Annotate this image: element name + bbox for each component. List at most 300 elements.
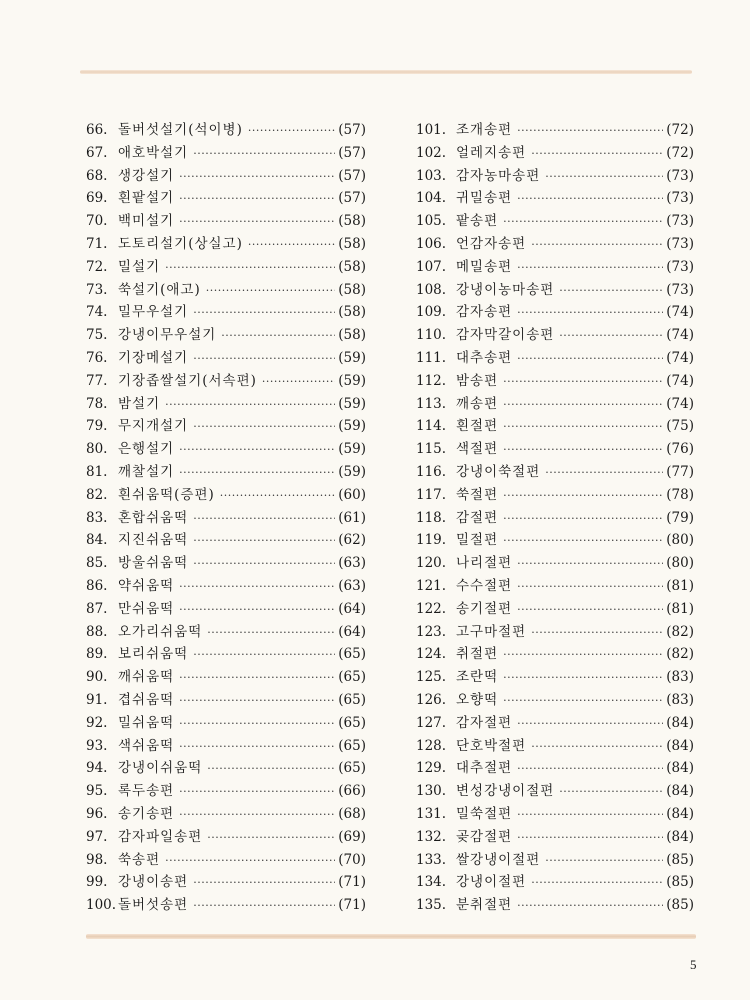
entry-title: 강냉이쉬움떡 <box>118 760 203 777</box>
entry-page: (74) <box>666 349 694 366</box>
entry-number: 68. <box>86 167 108 184</box>
entry-title: 언감자송편 <box>456 235 527 252</box>
entry-number: 71. <box>86 235 108 252</box>
entry-title: 수수절편 <box>456 577 513 594</box>
entry-title: 깨찰설기 <box>118 463 175 480</box>
entry-page: (68) <box>338 805 366 822</box>
entry-page: (57) <box>338 122 366 138</box>
toc-entry <box>86 437 366 460</box>
entry-title: 기장좁쌀설기(서속편) <box>118 372 257 389</box>
dot-leader <box>193 147 335 160</box>
toc-entry <box>86 323 366 346</box>
entry-number: 77. <box>86 372 108 389</box>
toc-entry <box>416 460 694 483</box>
toc-entry <box>416 118 694 141</box>
entry-page: (61) <box>338 509 366 526</box>
toc-entry <box>86 232 366 255</box>
dot-leader <box>517 717 663 730</box>
entry-title: 백미설기 <box>118 213 175 230</box>
entry-page: (58) <box>338 258 366 275</box>
entry-number: 122. <box>416 600 447 617</box>
entry-title: 오가리쉬움떡 <box>118 623 203 640</box>
dot-leader <box>179 717 335 730</box>
entry-page: (84) <box>666 828 694 845</box>
entry-page: (80) <box>666 532 694 549</box>
dot-leader <box>248 238 335 251</box>
entry-page: (57) <box>338 190 366 207</box>
entry-title: 송기절편 <box>456 600 513 617</box>
toc-entry <box>86 164 366 187</box>
dot-leader <box>206 284 336 297</box>
dot-leader <box>503 671 663 684</box>
dot-leader <box>193 534 335 547</box>
entry-number: 87. <box>86 600 108 617</box>
entry-page: (73) <box>666 281 694 298</box>
entry-title: 강냉이농마송편 <box>456 281 555 298</box>
toc-entry <box>416 141 694 164</box>
dot-leader <box>179 580 335 593</box>
entry-title: 변성강냉이절편 <box>456 783 555 800</box>
entry-number: 92. <box>86 714 108 731</box>
toc-entry <box>86 460 366 483</box>
entry-page: (84) <box>666 783 694 800</box>
dot-leader <box>531 238 663 251</box>
entry-title: 대추절편 <box>456 760 513 777</box>
entry-page: (64) <box>338 623 366 640</box>
dot-leader <box>517 124 663 137</box>
entry-title: 쑥송편 <box>118 851 161 868</box>
toc-entry <box>416 369 694 392</box>
entry-title: 감절편 <box>456 509 499 526</box>
toc-column-right <box>416 118 694 916</box>
toc-entry <box>86 848 366 871</box>
entry-title: 깨쉬움떡 <box>118 669 175 686</box>
toc-entry <box>86 392 366 415</box>
entry-title: 겹쉬움떡 <box>118 691 175 708</box>
entry-number: 88. <box>86 623 108 640</box>
toc-entry <box>86 665 366 688</box>
entry-page: (81) <box>666 600 694 617</box>
dot-leader <box>503 443 663 456</box>
entry-page: (65) <box>338 646 366 663</box>
dot-leader <box>193 557 335 570</box>
entry-number: 74. <box>86 304 108 321</box>
dot-leader <box>179 694 335 707</box>
dot-leader <box>262 375 335 388</box>
dot-leader <box>193 352 335 365</box>
entry-number: 96. <box>86 805 108 822</box>
entry-title: 메밀송편 <box>456 258 513 275</box>
toc-entry <box>416 278 694 301</box>
toc-column-left <box>86 118 366 916</box>
entry-title: 얼레지송편 <box>456 144 527 161</box>
entry-number: 120. <box>416 555 447 572</box>
entry-title: 만쉬움떡 <box>118 600 175 617</box>
toc-entry <box>416 232 694 255</box>
entry-title: 귀밀송편 <box>456 190 513 207</box>
entry-number: 95. <box>86 783 108 800</box>
entry-page: (84) <box>666 805 694 822</box>
toc-entry <box>86 141 366 164</box>
toc-entry <box>416 323 694 346</box>
entry-page: (75) <box>666 418 694 435</box>
dot-leader <box>179 808 335 821</box>
entry-number: 111. <box>416 349 447 366</box>
entry-number: 91. <box>86 691 108 708</box>
entry-title: 기장메설기 <box>118 349 189 366</box>
entry-title: 애호박설기 <box>118 144 189 161</box>
entry-title: 곶감절편 <box>456 828 513 845</box>
dot-leader <box>559 284 663 297</box>
entry-title: 쌀강냉이절편 <box>456 851 541 868</box>
dot-leader <box>193 876 335 889</box>
entry-page: (83) <box>666 691 694 708</box>
entry-page: (74) <box>666 372 694 389</box>
toc-entry <box>416 825 694 848</box>
entry-page: (77) <box>666 463 694 480</box>
entry-number: 118. <box>416 509 447 526</box>
entry-page: (65) <box>338 669 366 686</box>
entry-title: 강냉이절편 <box>456 874 527 891</box>
entry-page: (59) <box>338 418 366 435</box>
entry-page: (73) <box>666 258 694 275</box>
entry-title: 감자송편 <box>456 304 513 321</box>
entry-number: 78. <box>86 395 108 412</box>
toc-entry <box>86 779 366 802</box>
entry-number: 114. <box>416 418 447 435</box>
entry-number: 85. <box>86 555 108 572</box>
entry-page: (70) <box>338 851 366 868</box>
toc-entry <box>86 825 366 848</box>
entry-title: 혼합쉬움떡 <box>118 509 189 526</box>
dot-leader <box>207 831 335 844</box>
entry-title: 감자농마송편 <box>456 167 541 184</box>
entry-number: 134. <box>416 874 447 891</box>
toc-entry <box>86 870 366 893</box>
toc-entry <box>416 551 694 574</box>
dot-leader <box>503 375 663 388</box>
dot-leader <box>517 603 663 616</box>
entry-number: 97. <box>86 828 108 845</box>
dot-leader <box>179 443 335 456</box>
entry-page: (74) <box>666 395 694 412</box>
entry-page: (60) <box>338 486 366 503</box>
entry-title: 송기송편 <box>118 805 175 822</box>
entry-title: 팥송편 <box>456 213 499 230</box>
dot-leader <box>179 671 335 684</box>
entry-number: 75. <box>86 327 108 344</box>
entry-number: 90. <box>86 669 108 686</box>
toc-entry <box>416 392 694 415</box>
toc-entry <box>86 734 366 757</box>
entry-title: 단호박절편 <box>456 737 527 754</box>
entry-title: 흰쉬움떡(증편) <box>118 486 215 503</box>
dot-leader <box>179 192 335 205</box>
entry-page: (74) <box>666 304 694 321</box>
entry-page: (80) <box>666 555 694 572</box>
toc-entry <box>416 437 694 460</box>
toc-entry <box>86 414 366 437</box>
entry-title: 감자파일송편 <box>118 828 203 845</box>
entry-title: 무지개설기 <box>118 418 189 435</box>
dot-leader <box>179 740 335 753</box>
dot-leader <box>503 694 663 707</box>
entry-number: 109. <box>416 304 447 321</box>
entry-page: (58) <box>338 327 366 344</box>
entry-number: 69. <box>86 190 108 207</box>
entry-page: (63) <box>338 555 366 572</box>
toc-entry <box>416 574 694 597</box>
entry-title: 강냉이쑥절편 <box>456 463 541 480</box>
entry-title: 감자절편 <box>456 714 513 731</box>
entry-title: 은행설기 <box>118 441 175 458</box>
entry-title: 밀설기 <box>118 258 161 275</box>
entry-title: 밀쉬움떡 <box>118 714 175 731</box>
entry-page: (73) <box>666 190 694 207</box>
entry-page: (62) <box>338 532 366 549</box>
toc-entry <box>86 574 366 597</box>
dot-leader <box>503 398 663 411</box>
toc-entry <box>86 551 366 574</box>
dot-leader <box>503 534 663 547</box>
toc-entry <box>86 300 366 323</box>
toc-entry <box>86 369 366 392</box>
toc-entry <box>416 870 694 893</box>
entry-number: 110. <box>416 327 447 344</box>
dot-leader <box>179 215 335 228</box>
toc-entry <box>416 506 694 529</box>
toc-entry <box>86 620 366 643</box>
entry-page: (58) <box>338 213 366 230</box>
entry-title: 강냉이송편 <box>118 874 189 891</box>
entry-page: (72) <box>666 144 694 161</box>
entry-page: (85) <box>666 897 694 914</box>
toc-entry <box>416 642 694 665</box>
toc-entry <box>416 414 694 437</box>
toc-entry <box>86 756 366 779</box>
entry-title: 취절편 <box>456 646 499 663</box>
toc-entry <box>416 597 694 620</box>
entry-number: 79. <box>86 418 108 435</box>
dot-leader <box>165 854 335 867</box>
entry-page: (71) <box>338 897 366 914</box>
entry-title: 조란떡 <box>456 669 499 686</box>
entry-page: (73) <box>666 213 694 230</box>
dot-leader <box>517 808 663 821</box>
entry-number: 103. <box>416 167 447 184</box>
toc-entry <box>86 711 366 734</box>
entry-page: (59) <box>338 395 366 412</box>
entry-page: (76) <box>666 441 694 458</box>
entry-page: (57) <box>338 167 366 184</box>
dot-leader <box>503 512 663 525</box>
entry-page: (83) <box>666 669 694 686</box>
dot-leader <box>531 147 663 160</box>
entry-page: (82) <box>666 623 694 640</box>
entry-page: (65) <box>338 691 366 708</box>
dot-leader <box>193 899 335 912</box>
dot-leader <box>193 512 335 525</box>
toc-entry <box>86 483 366 506</box>
entry-number: 66. <box>86 122 108 138</box>
entry-page: (57) <box>338 144 366 161</box>
entry-page: (59) <box>338 441 366 458</box>
toc-entry <box>416 164 694 187</box>
entry-page: (84) <box>666 737 694 754</box>
entry-number: 76. <box>86 349 108 366</box>
entry-title: 쑥설기(애고) <box>118 281 201 298</box>
page-number: 5 <box>690 957 697 972</box>
entry-page: (82) <box>666 646 694 663</box>
entry-title: 오향떡 <box>456 691 499 708</box>
entry-number: 121. <box>416 577 447 594</box>
entry-number: 84. <box>86 532 108 549</box>
entry-page: (84) <box>666 760 694 777</box>
dot-leader <box>207 626 335 639</box>
toc-entry <box>416 620 694 643</box>
top-decorative-rule <box>80 70 692 74</box>
dot-leader <box>531 876 663 889</box>
dot-leader <box>193 306 335 319</box>
toc-entry <box>416 528 694 551</box>
entry-number: 70. <box>86 213 108 230</box>
dot-leader <box>179 170 335 183</box>
entry-title: 밤설기 <box>118 395 161 412</box>
toc-entry <box>86 506 366 529</box>
entry-page: (66) <box>338 783 366 800</box>
dot-leader <box>517 352 663 365</box>
entry-title: 보리쉬움떡 <box>118 646 189 663</box>
toc-entry <box>416 779 694 802</box>
toc-entry <box>416 209 694 232</box>
entry-title: 돌버섯송편 <box>118 897 189 914</box>
entry-title: 조개송편 <box>456 122 513 138</box>
dot-leader <box>221 329 335 342</box>
entry-title: 록두송편 <box>118 783 175 800</box>
toc-entry <box>86 642 366 665</box>
entry-number: 124. <box>416 646 447 663</box>
toc-entry <box>86 118 366 141</box>
entry-page: (74) <box>666 327 694 344</box>
dot-leader <box>248 124 335 137</box>
dot-leader <box>165 261 335 274</box>
entry-title: 밀절편 <box>456 532 499 549</box>
bottom-decorative-rule <box>86 934 696 939</box>
toc-entry <box>416 665 694 688</box>
dot-leader <box>517 306 663 319</box>
toc-entry <box>86 255 366 278</box>
entry-number: 80. <box>86 441 108 458</box>
entry-page: (69) <box>338 828 366 845</box>
toc-entry <box>416 300 694 323</box>
dot-leader <box>517 899 663 912</box>
entry-number: 133. <box>416 851 447 868</box>
entry-number: 93. <box>86 737 108 754</box>
dot-leader <box>517 762 663 775</box>
entry-title: 깨송편 <box>456 395 499 412</box>
entry-number: 67. <box>86 144 108 161</box>
entry-number: 113. <box>416 395 447 412</box>
toc-entry <box>86 209 366 232</box>
entry-title: 색쉬움떡 <box>118 737 175 754</box>
entry-title: 밀무우설기 <box>118 304 189 321</box>
entry-number: 105. <box>416 213 447 230</box>
toc-entry <box>416 756 694 779</box>
dot-leader <box>559 785 663 798</box>
entry-number: 81. <box>86 463 108 480</box>
entry-title: 방울쉬움떡 <box>118 555 189 572</box>
dot-leader <box>545 170 663 183</box>
dot-leader <box>503 215 663 228</box>
entry-page: (85) <box>666 851 694 868</box>
dot-leader <box>179 603 335 616</box>
entry-page: (58) <box>338 304 366 321</box>
toc-entry <box>86 346 366 369</box>
entry-number: 125. <box>416 669 447 686</box>
toc-entry <box>416 848 694 871</box>
dot-leader <box>165 398 335 411</box>
entry-number: 128. <box>416 737 447 754</box>
entry-number: 100. <box>86 897 117 914</box>
entry-number: 119. <box>416 532 447 549</box>
entry-page: (79) <box>666 509 694 526</box>
entry-title: 색절편 <box>456 441 499 458</box>
dot-leader <box>517 261 663 274</box>
entry-number: 73. <box>86 281 108 298</box>
dot-leader <box>179 466 335 479</box>
dot-leader <box>559 329 663 342</box>
dot-leader <box>503 648 663 661</box>
dot-leader <box>517 831 663 844</box>
entry-page: (65) <box>338 737 366 754</box>
dot-leader <box>531 626 663 639</box>
entry-number: 83. <box>86 509 108 526</box>
entry-page: (58) <box>338 235 366 252</box>
entry-number: 131. <box>416 805 447 822</box>
dot-leader <box>503 420 663 433</box>
entry-number: 126. <box>416 691 447 708</box>
entry-number: 101. <box>416 122 447 138</box>
entry-page: (72) <box>666 122 694 138</box>
entry-page: (71) <box>338 874 366 891</box>
entry-number: 127. <box>416 714 447 731</box>
entry-number: 123. <box>416 623 447 640</box>
entry-number: 107. <box>416 258 447 275</box>
entry-number: 72. <box>86 258 108 275</box>
toc-entry <box>416 346 694 369</box>
entry-number: 89. <box>86 646 108 663</box>
entry-page: (59) <box>338 349 366 366</box>
toc-entry <box>416 802 694 825</box>
entry-number: 129. <box>416 760 447 777</box>
entry-number: 112. <box>416 372 447 389</box>
entry-title: 감자막갈이송편 <box>456 327 555 344</box>
entry-title: 돌버섯설기(석이병) <box>118 122 243 138</box>
entry-title: 강냉이무우설기 <box>118 327 217 344</box>
entry-number: 82. <box>86 486 108 503</box>
toc-entry <box>86 528 366 551</box>
entry-number: 132. <box>416 828 447 845</box>
entry-page: (84) <box>666 714 694 731</box>
entry-number: 130. <box>416 783 447 800</box>
entry-title: 흰절편 <box>456 418 499 435</box>
entry-title: 도토리설기(상실고) <box>118 235 243 252</box>
entry-number: 98. <box>86 851 108 868</box>
entry-title: 밤송편 <box>456 372 499 389</box>
entry-number: 86. <box>86 577 108 594</box>
toc-entry <box>86 893 366 916</box>
dot-leader <box>545 466 663 479</box>
